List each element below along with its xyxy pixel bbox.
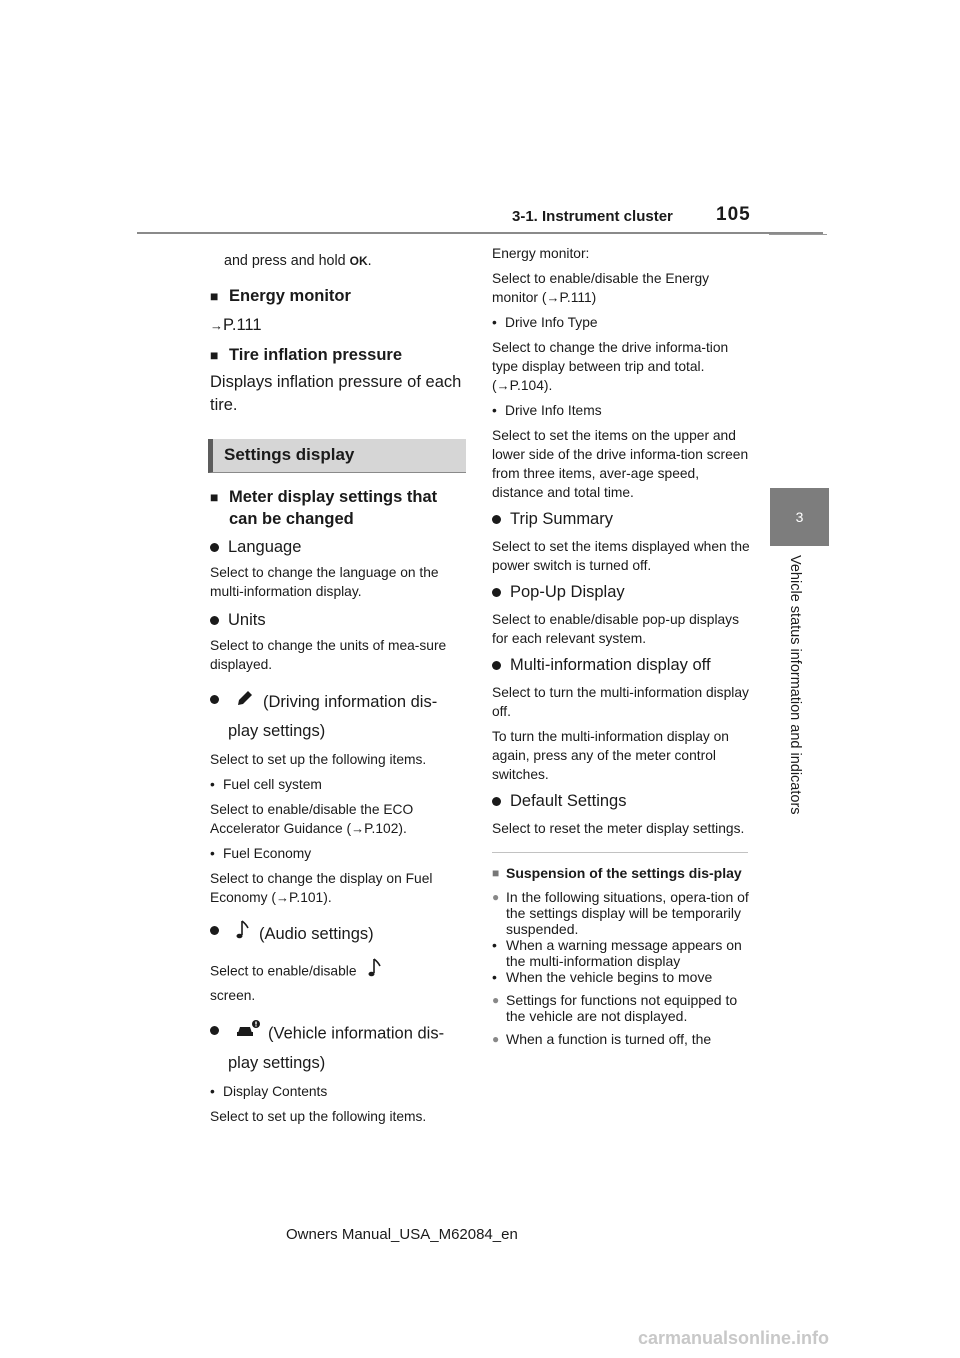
intro-end: . bbox=[367, 253, 372, 269]
audio-text: Select to enable/disable bbox=[210, 958, 466, 986]
driving-title-2: play settings) bbox=[228, 722, 326, 741]
tab-rule bbox=[769, 234, 827, 235]
arrow-right-icon: → bbox=[210, 318, 223, 333]
note-item-3: ● When a function is turned off, the bbox=[492, 1031, 750, 1047]
vehicle-title-2: play settings) bbox=[228, 1053, 326, 1072]
drive-type-text: Select to change the drive informa-tion type display between trip and total. (→P.104). bbox=[492, 340, 729, 393]
default-text: Select to reset the meter display settings. bbox=[492, 821, 745, 836]
popup-text: Select to enable/disable pop-up displays for each relevant system. bbox=[492, 612, 739, 646]
drive-type-ref[interactable]: P.104 bbox=[509, 378, 544, 393]
ok-key: OK bbox=[349, 254, 368, 268]
note-rule bbox=[492, 852, 748, 853]
energy-monitor-ref[interactable]: →P.111 bbox=[210, 316, 262, 334]
meter-heading: ■ Meter display settings that can be changed bbox=[210, 486, 466, 530]
energy-monitor-heading: ■ Energy monitor bbox=[210, 285, 466, 307]
note-item-1: ● In the following situations, opera-tion of the settings display will be temporarily suspended. bbox=[492, 889, 750, 937]
note-item-2: ● Settings for functions not equipped to the vehicle are not displayed. bbox=[492, 992, 750, 1024]
units-title: Units bbox=[210, 609, 466, 632]
right-column bbox=[492, 244, 750, 1047]
energy-label: Energy monitor: bbox=[492, 246, 590, 261]
note-sub-1: • When a warning message appears on the multi-information display bbox=[492, 937, 750, 969]
mid-off-text-2: To turn the multi-information display on again, press any of the meter control switches. bbox=[492, 729, 729, 782]
energy-ref[interactable]: P.111 bbox=[559, 290, 592, 305]
music-note-icon bbox=[236, 920, 250, 950]
chapter-tab: 3 bbox=[770, 488, 829, 546]
audio-title: (Audio settings) bbox=[210, 919, 466, 950]
arrow-right-icon: → bbox=[275, 890, 289, 906]
display-contents-bullet: • Display Contents bbox=[210, 1082, 466, 1101]
fuel-economy-text: Select to change the display on Fuel Economy (→P.101). bbox=[210, 871, 433, 906]
language-title: Language bbox=[210, 536, 466, 559]
popup-title: Pop-Up Display bbox=[492, 581, 750, 604]
units-text: Select to change the units of mea-sure displayed. bbox=[210, 638, 447, 672]
arrow-right-icon: → bbox=[351, 821, 365, 837]
drive-items-bullet: • Drive Info Items bbox=[492, 401, 750, 420]
arrow-right-icon: → bbox=[546, 290, 560, 305]
vehicle-title: (Vehicle information dis- bbox=[210, 1019, 466, 1049]
tire-text: Displays inflation pressure of each tire. bbox=[210, 373, 462, 414]
drive-items-text: Select to set the items on the upper and lower side of the drive informa-tion screen from three items, aver-age speed, distance and total time. bbox=[492, 428, 749, 500]
mid-off-title: Multi-information display off bbox=[492, 654, 750, 677]
language-text: Select to change the language on the multi-information display. bbox=[210, 565, 439, 599]
footer-text: Owners Manual_USA_M62084_en bbox=[286, 1226, 518, 1243]
note-heading: ■ Suspension of the settings dis-play bbox=[492, 865, 750, 881]
intro-text: and press and hold bbox=[224, 253, 346, 269]
pencil-icon bbox=[236, 688, 254, 717]
fuel-economy-ref[interactable]: P.101 bbox=[288, 890, 324, 906]
page-number: 105 bbox=[716, 204, 751, 225]
note-sub-2: • When the vehicle begins to move bbox=[492, 969, 750, 985]
tire-heading: ■ Tire inflation pressure bbox=[210, 344, 466, 366]
drive-type-bullet: • Drive Info Type bbox=[492, 313, 750, 332]
arrow-right-icon: → bbox=[496, 378, 510, 393]
left-column bbox=[210, 252, 466, 1126]
driving-title: (Driving information dis- bbox=[210, 688, 466, 717]
audio-text-2: screen. bbox=[210, 987, 256, 1003]
car-warning-icon bbox=[236, 1019, 260, 1049]
section-title: 3-1. Instrument cluster bbox=[512, 208, 673, 225]
vehicle-text: Select to set up the following items. bbox=[210, 1108, 427, 1124]
chapter-title: Vehicle status information and indicators bbox=[787, 555, 803, 815]
intro-line bbox=[210, 252, 466, 271]
music-note-icon bbox=[368, 958, 382, 986]
trip-text: Select to set the items displayed when the power switch is turned off. bbox=[492, 539, 750, 573]
mid-off-text: Select to turn the multi-information display off. bbox=[492, 685, 749, 719]
fuel-cell-text: Select to enable/disable the ECO Accelerator Guidance (→P.102). bbox=[210, 802, 414, 837]
fuel-economy-bullet: • Fuel Economy bbox=[210, 844, 466, 863]
trip-title: Trip Summary bbox=[492, 508, 750, 531]
energy-text: Select to enable/disable the Energy monitor (→P.111) bbox=[492, 271, 710, 305]
header-rule bbox=[137, 232, 823, 234]
settings-display-box: Settings display bbox=[208, 439, 466, 473]
driving-text: Select to set up the following items. bbox=[210, 752, 427, 768]
watermark: carmanualsonline.info bbox=[638, 1328, 830, 1348]
default-title: Default Settings bbox=[492, 790, 750, 813]
fuel-cell-ref[interactable]: P.102 bbox=[364, 821, 399, 837]
fuel-cell-bullet: • Fuel cell system bbox=[210, 775, 466, 794]
